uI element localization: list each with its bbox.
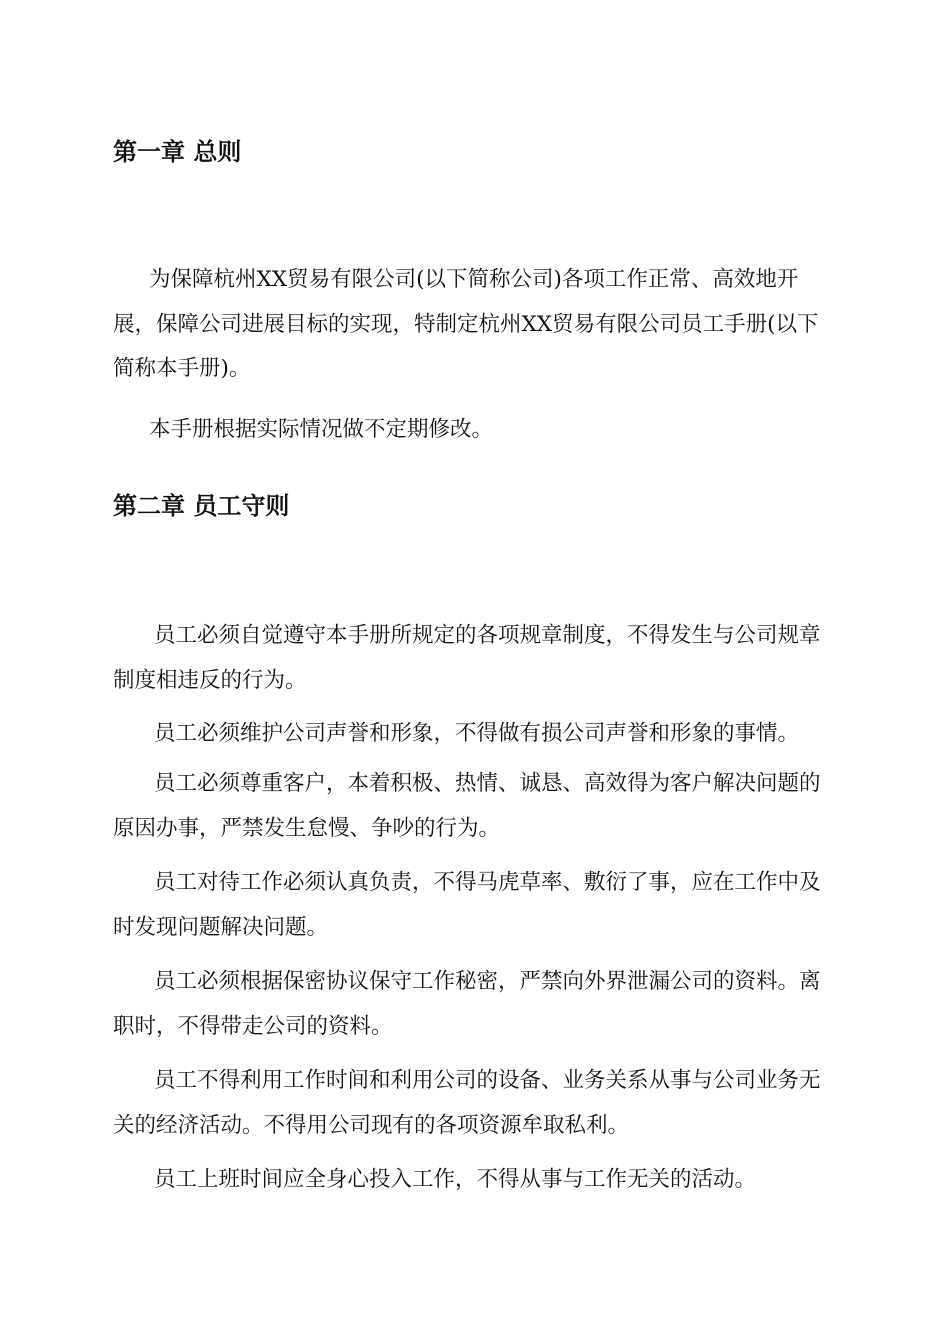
chapter-2-paragraph-5: 员工必须根据保密协议保守工作秘密，严禁向外界泄漏公司的资料。离职时，不得带走公司的资料。	[113, 969, 821, 1039]
chapter-2-paragraph-4: 员工对待工作必须认真负责，不得马虎草率、敷衍了事，应在工作中及时发现问题解决问题。	[113, 870, 821, 940]
chapter-2-paragraph-6: 员工不得利用工作时间和利用公司的设备、业务关系从事与公司业务无关的经济活动。不得用公司现有的各项资源牟取私利。	[113, 1068, 821, 1138]
chapter-1-paragraph-1: 为保障杭州XX贸易有限公司(以下简称公司)各项工作正常、高效地开展，保障公司进展目标的实现，特制定杭州XX贸易有限公司员工手册(以下简称本手册)。	[113, 267, 819, 381]
chapter-1-title: 第一章 总则	[113, 137, 242, 166]
chapter-2-paragraph-3: 员工必须尊重客户，本着积极、热情、诚恳、高效得为客户解决问题的原因办事，严禁发生怠慢、争吵的行为。	[113, 771, 821, 841]
chapter-2-paragraph-2: 员工必须维护公司声誉和形象，不得做有损公司声誉和形象的事情。	[154, 721, 800, 746]
chapter-2-paragraph-1: 员工必须自觉遵守本手册所规定的各项规章制度，不得发生与公司规章制度相违反的行为。	[113, 623, 821, 693]
chapter-2-paragraph-7: 员工上班时间应全身心投入工作，不得从事与工作无关的活动。	[154, 1167, 757, 1192]
chapter-2-title: 第二章 员工守则	[113, 491, 290, 520]
chapter-1-paragraph-2: 本手册根据实际情况做不定期修改。	[149, 417, 494, 442]
